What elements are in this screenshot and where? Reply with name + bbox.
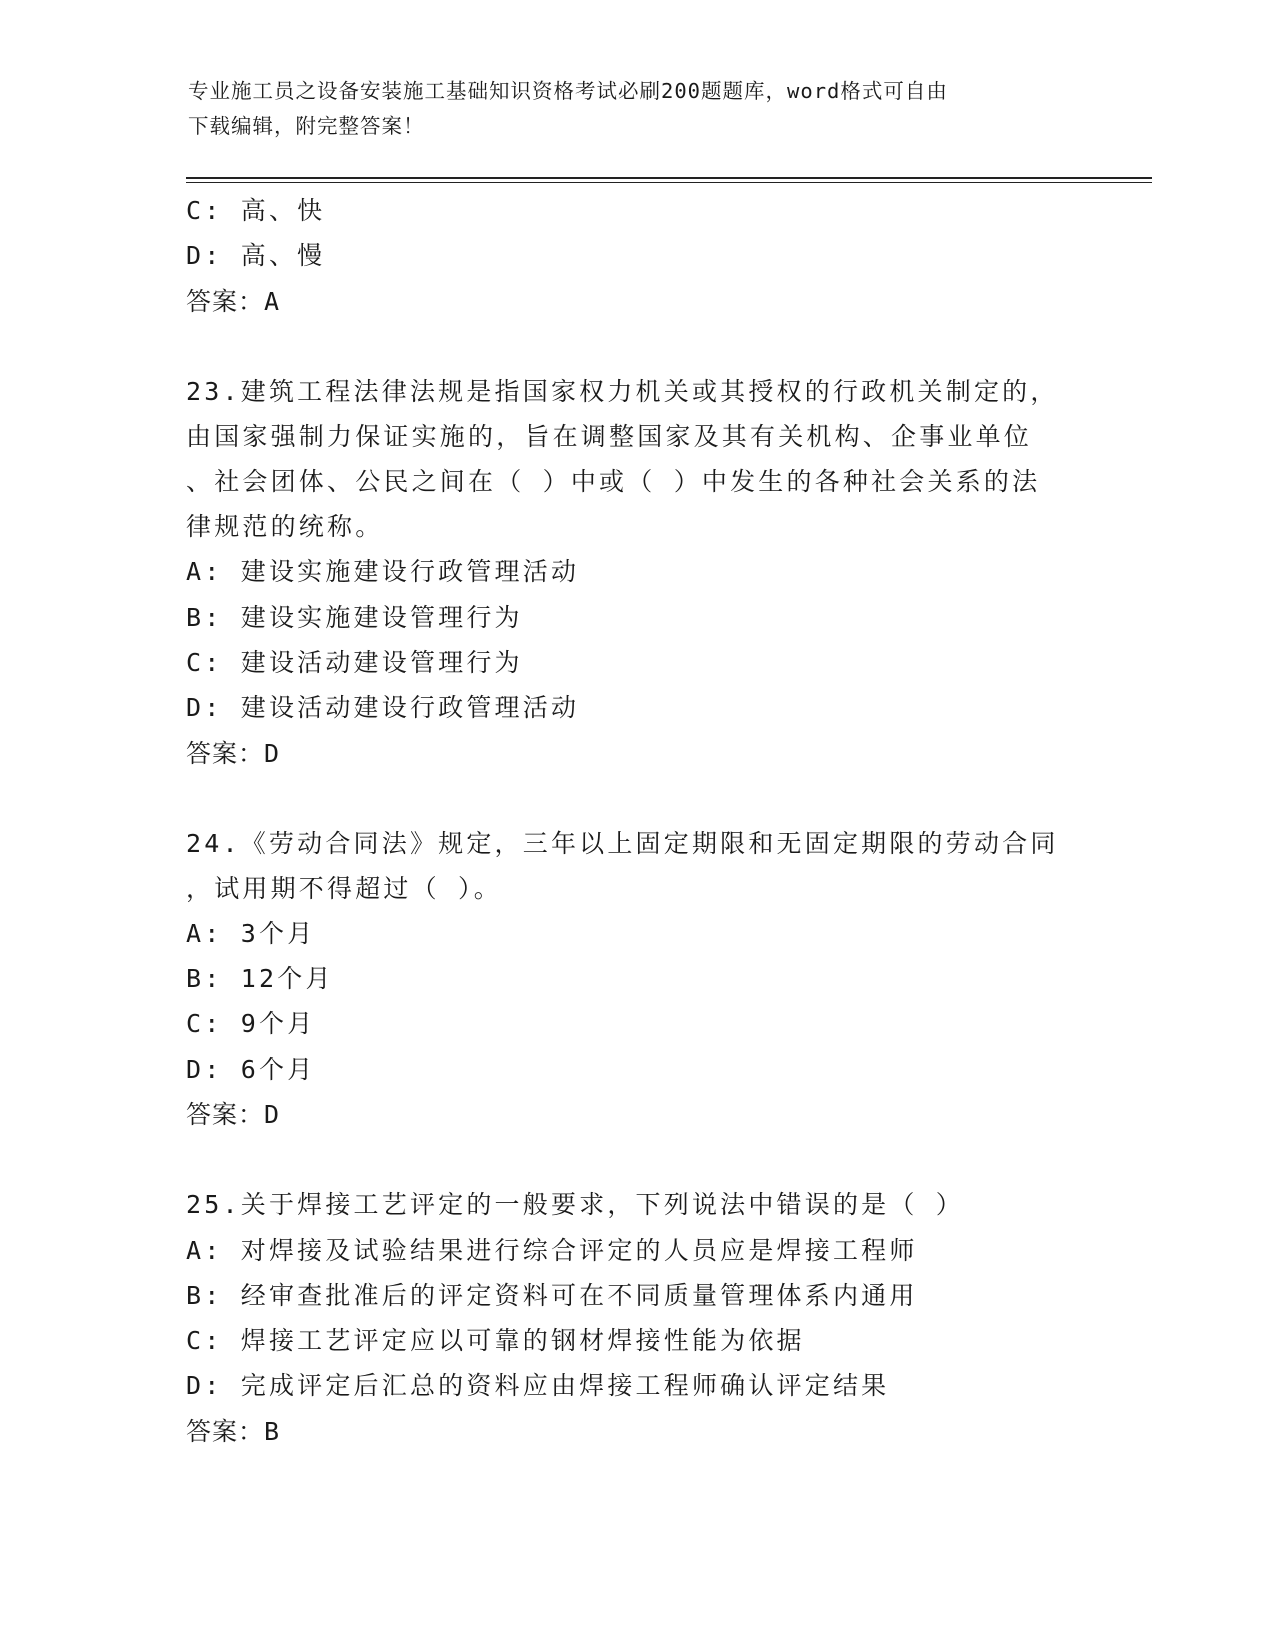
option-line: C: 焊接工艺评定应以可靠的钢材焊接性能为依据 [186,1326,805,1355]
answer-line: 答案：D [186,1100,281,1129]
question-text-line: 、社会团体、公民之间在（ ）中或（ ）中发生的各种社会关系的法 [186,467,1041,496]
question-text-line: 25.关于焊接工艺评定的一般要求，下列说法中错误的是（ ） [186,1190,965,1219]
question-text-line: 由国家强制力保证实施的，旨在调整国家及其有关机构、企事业单位 [186,422,1033,451]
option-line: A: 对焊接及试验结果进行综合评定的人员应是焊接工程师 [186,1236,918,1265]
question-text-line: 23.建筑工程法律法规是指国家权力机关或其授权的行政机关制定的， [186,377,1059,406]
question-text-line: ，试用期不得超过（ ）。 [186,874,502,903]
option-line: D: 建设活动建设行政管理活动 [186,693,580,722]
option-line: B: 12个月 [186,964,334,993]
option-line: C: 建设活动建设管理行为 [186,648,523,677]
option-line: D: 高、慢 [186,241,326,270]
option-line: C: 高、快 [186,196,326,225]
option-line: D: 完成评定后汇总的资料应由焊接工程师确认评定结果 [186,1371,890,1400]
option-line: A: 建设实施建设行政管理活动 [186,557,580,586]
answer-line: 答案：A [186,287,281,316]
question-text-line: 24.《劳动合同法》规定，三年以上固定期限和无固定期限的劳动合同 [186,829,1059,858]
header-line-1: 专业施工员之设备安装施工基础知识资格考试必刷200题题库，word格式可自由 [188,79,948,103]
option-line: C: 9个月 [186,1009,316,1038]
option-line: B: 建设实施建设管理行为 [186,603,523,632]
option-line: B: 经审查批准后的评定资料可在不同质量管理体系内通用 [186,1281,918,1310]
option-line: A: 3个月 [186,919,316,948]
answer-line: 答案：B [186,1417,281,1446]
option-line: D: 6个月 [186,1055,316,1084]
answer-line: 答案：D [186,739,281,768]
question-text-line: 律规范的统称。 [186,512,384,541]
header-line-2: 下载编辑，附完整答案！ [188,114,425,138]
